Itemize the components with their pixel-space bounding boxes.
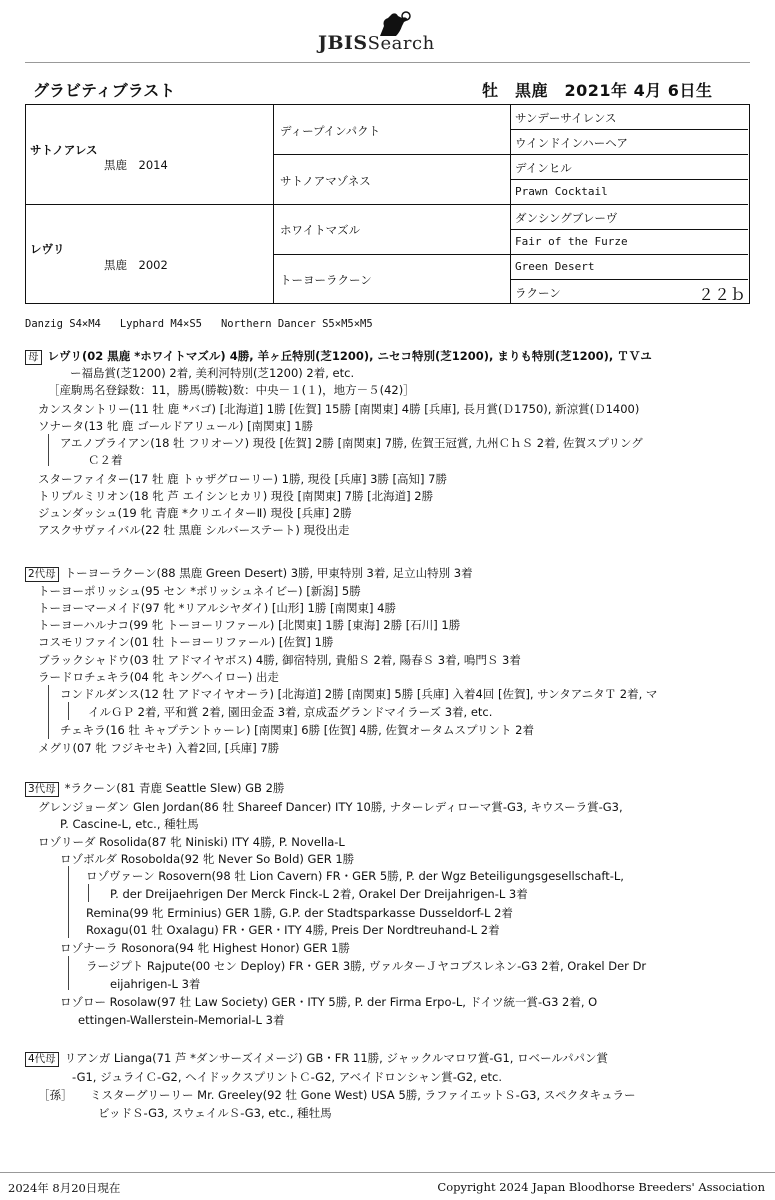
family-line: ロゾヴァーン Rosovern(98 牡 Lion Cavern) FR・GER 5勝, P. der Wgz Beteiligungsgesellschaft-L, — [86, 869, 624, 883]
family-line: コスモリファイン(01 牡 トーヨーリファール) [佐賀] 1勝 — [38, 635, 334, 649]
section-tag: 母 — [25, 350, 42, 365]
family-line: トリプルミリオン(18 牝 芦 エイシンヒカリ) 現役 [南関東] 7勝 [北海道] 2勝 — [38, 489, 434, 503]
gen3-3[interactable]: デインヒル — [515, 161, 572, 175]
logo[interactable] — [0, 8, 775, 54]
sire-name[interactable]: サトノアレス — [30, 143, 98, 157]
gen2-sire-dam[interactable]: サトノアマゾネス — [280, 174, 371, 188]
family-line: ビッドＳ-G3, スウェイルＳ-G3, etc., 種牡馬 — [98, 1106, 332, 1120]
family-line: ブラックシャドウ(03 牡 アドマイヤボス) 4勝, 御宿特別, 貴船Ｓ 2着, 陽春Ｓ 3着, 鳴門Ｓ 3着 — [38, 653, 521, 667]
family-line: P. Cascine-L, etc., 種牡馬 — [60, 817, 199, 831]
gen2-dam-sire[interactable]: ホワイトマズル — [280, 223, 361, 237]
family-line: Ｃ２着 — [88, 453, 123, 467]
family-line: スターファイター(17 牡 鹿 トゥザグローリー) 1勝, 現役 [兵庫] 3勝 [高知] 7勝 — [38, 472, 448, 486]
family-line: メグリ(07 牝 フジキセキ) 入着2回, [兵庫] 7勝 — [38, 741, 280, 755]
gen3-7[interactable]: Green Desert — [515, 260, 595, 273]
family-line: カンスタントリー(11 牡 鹿 *バゴ) [北海道] 1勝 [佐賀] 15勝 [南関東] 4勝 [兵庫], 長月賞(Ｄ1750), 新涼賞(Ｄ1400) — [38, 402, 640, 416]
header-rule — [25, 62, 750, 63]
family-line: トーヨーマーメイド(97 牝 *リアルシヤダイ) [山形] 1勝 [南関東] 4勝 — [38, 601, 396, 615]
family-line: Roxagu(01 牡 Oxalagu) FR・GER・ITY 4勝, Preis Der Nordtreuhand-L 2着 — [86, 923, 500, 937]
family-line: イルＧＰ 2着, 平和賞 2着, 園田金盃 3着, 京成盃グランドマイラーズ 3着, etc. — [88, 705, 493, 719]
family-line: レヴリ(02 黒鹿 *ホワイトマズル) 4勝, 羊ヶ丘特別(芝1200), ニセコ特別(芝1200), まりも特別(芝1200), ＴＶユ — [47, 349, 652, 363]
grandchild-label: ［孫］ — [38, 1088, 73, 1102]
family-line: Remina(99 牝 Erminius) GER 1勝, G.P. der Stadtsparkasse Dusseldorf-L 2着 — [86, 906, 513, 920]
as-of-date: 2024年 8月20日現在 — [8, 1181, 121, 1195]
family-line: ジュンダッシュ(19 牝 青鹿 *クリエイターⅡ) 現役 [兵庫] 2勝 — [38, 506, 352, 520]
gen2-dam-dam[interactable]: トーヨーラクーン — [280, 273, 372, 287]
footer-rule — [0, 1172, 775, 1173]
family-line: トーヨーポリッシュ(95 セン *ポリッシュネイビー) [新潟] 5勝 — [38, 584, 361, 598]
horse-name: グラビティブラスト — [33, 81, 176, 100]
pedigree-table — [25, 104, 750, 304]
section-tag: 4代母 — [25, 1052, 59, 1067]
family-line: eijahrigen-L 3着 — [110, 977, 201, 991]
gen3-6[interactable]: Fair of the Furze — [515, 235, 628, 248]
logo-text: JBISSearch — [318, 32, 435, 54]
family-line: アエノブライアン(18 牡 フリオーソ) 現役 [佐賀] 2勝 [南関東] 7勝, 佐賀王冠賞, 九州ＣｈＳ 2着, 佐賀スプリング — [60, 436, 643, 450]
family-line: ミスターグリーリー Mr. Greeley(92 牡 Gone West) USA 5勝, ラファイエットＳ-G3, スペクタキュラー — [90, 1088, 636, 1102]
section-tag: 3代母 — [25, 782, 59, 797]
inbreeding-summary: Danzig S4×M4 Lyphard M4×S5 Northern Dancer S5×M5×M5 — [25, 318, 373, 330]
family-line: チェキラ(16 牡 キャプテントゥーレ) [南関東] 6勝 [佐賀] 4勝, 佐賀オータムスプリント 2着 — [60, 723, 535, 737]
dam-detail: 黒鹿 2002 — [104, 258, 168, 272]
offspring-stats: ［産駒馬名登録数：11，勝馬(勝鞍)数：中央－１(１)，地方－５(42)］ — [48, 383, 415, 397]
family-line: ettingen-Wallerstein-Memorial-L 3着 — [78, 1013, 285, 1027]
section-tag: 2代母 — [25, 567, 59, 582]
family-line: グレンジョーダン Glen Jordan(86 牡 Shareef Dancer) ITY 10勝, ナターレディローマ賞-G3, キウスーラ賞-G3, — [38, 800, 623, 814]
family-line: ー福島賞(芝1200) 2着, 美利河特別(芝1200) 2着, etc. — [70, 366, 355, 380]
sire-detail: 黒鹿 2014 — [104, 158, 168, 172]
gen3-5[interactable]: ダンシングブレーヴ — [515, 211, 618, 225]
gen3-4[interactable]: Prawn Cocktail — [515, 185, 608, 198]
gen3-8[interactable]: ラクーン — [515, 286, 561, 300]
family-line: コンドルダンス(12 牡 アドマイヤオーラ) [北海道] 2勝 [南関東] 5勝 [兵庫] 入着4回 [佐賀], サンタアニタＴ 2着, マ — [60, 687, 658, 701]
family-line: リアンガ Lianga(71 芦 *ダンサーズイメージ) GB・FR 11勝, ジャックルマロワ賞-G1, ロベールパパン賞 — [64, 1051, 609, 1065]
family-line: ロゾロー Rosolaw(97 牡 Law Society) GER・ITY 5勝, P. der Firma Erpo-L, ドイツ統一賞-G3 2着, O — [60, 995, 598, 1009]
family-line: -G1, ジュライＣ-G2, ヘイドックスプリントＣ-G2, アベイドロンシャン賞-G2, etc. — [72, 1070, 502, 1084]
family-line: ラージプト Rajpute(00 セン Deploy) FR・GER 3勝, ヴァルターＪヤコブスレネン-G3 2着, Orakel Der Dr — [86, 959, 647, 973]
family-line: P. der Dreijaehrigen Der Merck Finck-L 2着, Orakel Der Dreijahrigen-L 3着 — [110, 887, 528, 901]
family-line: ロゾナーラ Rosonora(94 牝 Highest Honor) GER 1勝 — [60, 941, 350, 955]
family-line: *ラクーン(81 青鹿 Seattle Slew) GB 2勝 — [64, 781, 285, 795]
family-line: アスクサヴァイバル(22 牡 黒鹿 シルバーステート) 現役出走 — [38, 523, 350, 537]
family-line: ロゾボルダ Rosobolda(92 牝 Never So Bold) GER 1勝 — [60, 852, 355, 866]
dam-name[interactable]: レヴリ — [30, 242, 65, 256]
horse-info: 牡 黒鹿 2021年 4月 6日生 — [482, 81, 713, 100]
family-line: トーヨーハルナコ(99 牝 トーヨーリファール) [北関東] 1勝 [東海] 2勝 [石川] 1勝 — [38, 618, 461, 632]
family-number: ２２ｂ — [698, 285, 747, 304]
family-line: ロゾリーダ Rosolida(87 牝 Niniski) ITY 4勝, P. Novella-L — [38, 835, 345, 849]
gen3-2[interactable]: ウインドインハーヘア — [515, 136, 628, 150]
family-line: トーヨーラクーン(88 黒鹿 Green Desert) 3勝, 甲東特別 3着, 足立山特別 3着 — [64, 566, 473, 580]
gen2-sire-sire[interactable]: ディープインパクト — [280, 124, 381, 138]
gen3-1[interactable]: サンデーサイレンス — [515, 111, 617, 125]
family-line: ラードロチェキラ(04 牝 キングヘイロー) 出走 — [38, 670, 279, 684]
family-line: ソナータ(13 牝 鹿 ゴールドアリュール) [南関東] 1勝 — [38, 419, 314, 433]
copyright: Copyright 2024 Japan Bloodhorse Breeders' Association — [437, 1180, 765, 1194]
